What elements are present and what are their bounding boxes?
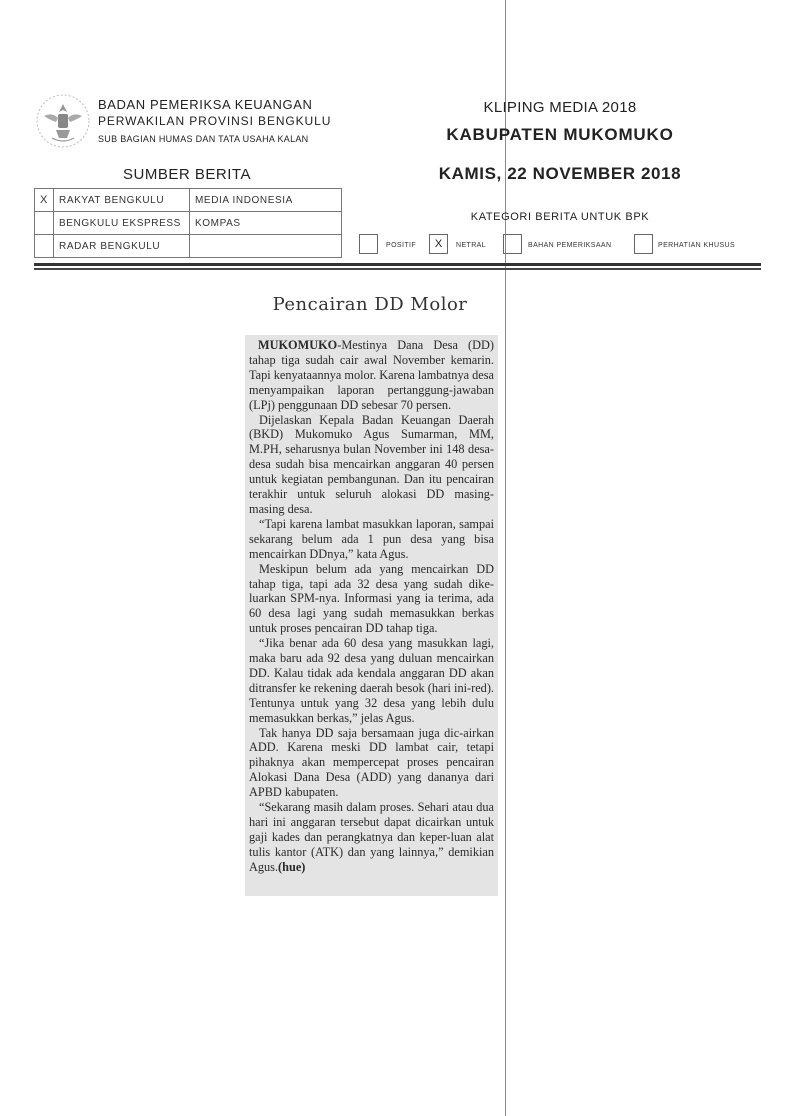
source-checkbox[interactable]: X — [35, 189, 54, 212]
article-paragraph — [249, 800, 494, 875]
category-label-perhatian: PERHATIAN KHUSUS — [658, 242, 736, 249]
institution-name: BADAN PEMERIKSA KEUANGAN — [98, 97, 313, 112]
publication-date: KAMIS, 22 NOVEMBER 2018 — [438, 164, 682, 183]
category-label-bahan: BAHAN PEMERIKSAAN — [528, 242, 612, 249]
sources-title: SUMBER BERITA — [123, 166, 251, 183]
source-name: BENGKULU EKSPRESS — [54, 212, 190, 235]
article-paragraph: “Tapi karena lambat masukkan laporan, sampai sekarang belum ada 1 pun desa yang bisa mencairkan DDnya,” kata Agus. — [249, 516, 494, 561]
table-row — [35, 235, 342, 258]
article-dateline: MUKOMUKO — [258, 338, 338, 352]
article-paragraph: “Jika benar ada 60 desa yang masukkan lagi, maka baru ada 92 desa yang duluan mencairkan DD. Kalau tidak ada kendala anggaran DD akan ditransfer ke rekening daerah besok (hari ini-red). Tentunya untuk yang 32 desa yang lebih dulu memasukkan berkas,” jelas Agus. — [249, 636, 494, 725]
source-name — [190, 235, 342, 258]
article-paragraph: Meskipun belum ada yang mencairkan DD tahap tiga, tapi ada 32 desa yang sudah dike-luarkan SPM-nya. Informasi yang ia terima, ada 60 desa lagi yang sudah memasukkan berkas untuk proses pencairan DD tahap tiga. — [249, 561, 494, 636]
article-closing-text: “Sekarang masih dalam proses. Sehari atau dua hari ini anggaran tersebut dapat dicairkan untuk gaji kades dan perangkatnya dan keper-luan alat tulis kantor (ATK) dan yang lainnya,” demikian Agus. — [249, 800, 494, 874]
article-paragraph: Tak hanya DD saja bersamaan juga dic-airkan ADD. Karena meski DD lambat cair, tetapi pihaknya akan mempercepat proses pencairan Alokasi Dana Desa (ADD) yang dananya dari APBD kabupaten. — [249, 725, 494, 800]
source-checkbox[interactable] — [35, 235, 54, 258]
divider — [34, 268, 761, 270]
article-body — [245, 335, 498, 896]
article-lead-text: -Mestinya Dana Desa (DD) tahap tiga sudah cair awal November kemarin. Tapi kenyataannya molor. Karena lambatnya desa menyampaikan laporan pertanggung-jawaban (LPj) penggunaan DD sebesar 70 persen. — [249, 338, 494, 412]
source-name: RADAR BENGKULU — [54, 235, 190, 258]
institution-branch: PERWAKILAN PROVINSI BENGKULU — [98, 114, 332, 128]
article-paragraph — [249, 338, 494, 413]
regency-title: KABUPATEN MUKOMUKO — [446, 125, 674, 144]
table-row — [35, 212, 342, 235]
category-label-positif: POSITIF — [386, 242, 417, 249]
table-row — [35, 189, 342, 212]
category-label-netral: NETRAL — [456, 242, 487, 249]
source-name: RAKYAT BENGKULU — [54, 189, 190, 212]
article-byline: (hue) — [278, 859, 306, 874]
article-headline: Pencairan DD Molor — [272, 294, 468, 315]
source-name: MEDIA INDONESIA — [190, 189, 342, 212]
category-checkbox-bahan[interactable] — [503, 234, 522, 254]
article-paragraph: Dijelaskan Kepala Badan Keuangan Daerah (BKD) Mukomuko Agus Sumarman, MM, M.PH, seharusnya bulan November ini 148 desa-desa sudah bisa mencairkan anggaran 40 persen untuk kegiatan pembangunan. Dan itu pencairan terakhir untuk seluruh alokasi DD masing-masing desa. — [249, 412, 494, 516]
category-checkbox-positif[interactable] — [359, 234, 378, 254]
kliping-title: KLIPING MEDIA 2018 — [483, 99, 637, 116]
category-checkbox-perhatian[interactable] — [634, 234, 653, 254]
sources-table — [34, 188, 342, 258]
source-checkbox[interactable] — [35, 212, 54, 235]
category-title: KATEGORI BERITA UNTUK BPK — [470, 211, 650, 223]
category-checkbox-netral[interactable]: X — [429, 234, 448, 254]
garuda-emblem-icon — [34, 92, 92, 150]
source-name: KOMPAS — [190, 212, 342, 235]
divider — [34, 263, 761, 266]
institution-subdivision: SUB BAGIAN HUMAS DAN TATA USAHA KALAN — [98, 134, 309, 144]
